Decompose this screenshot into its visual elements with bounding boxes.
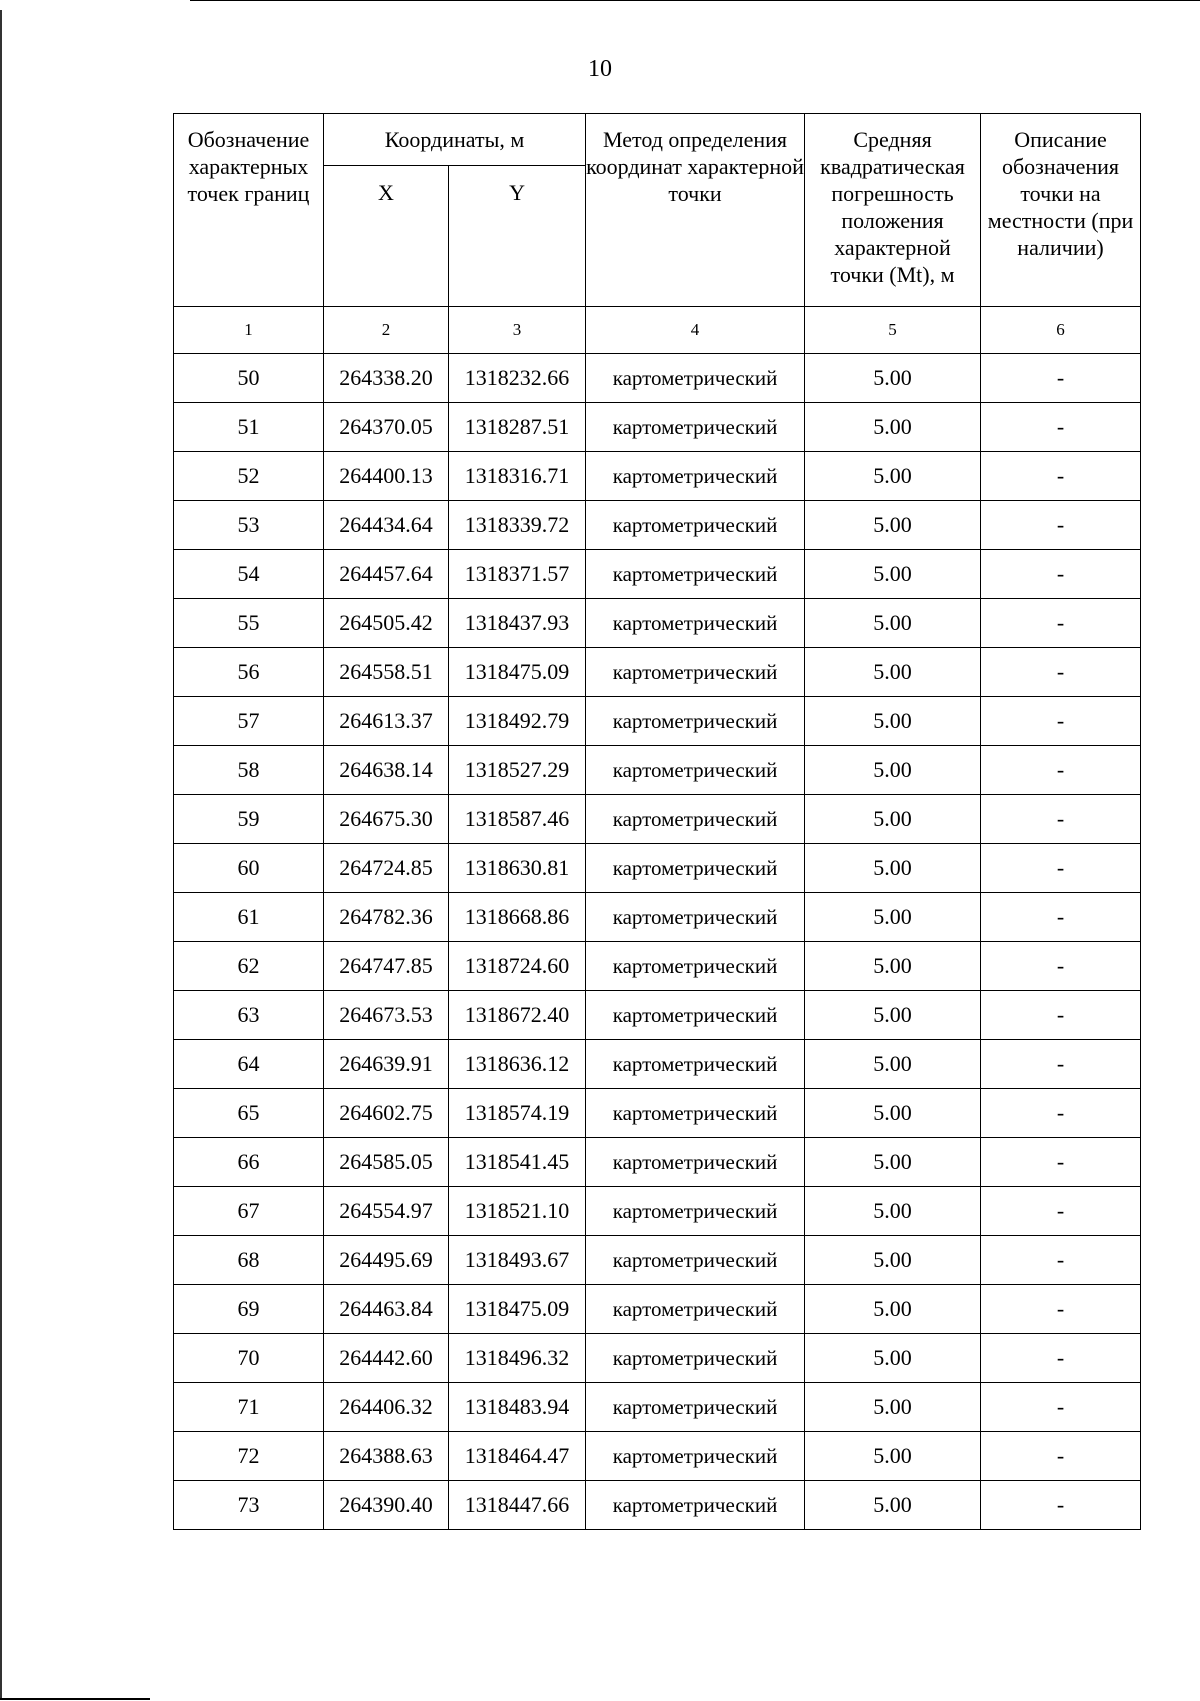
x-coordinate-cell: 264442.60 xyxy=(324,1334,449,1383)
table-body xyxy=(174,354,1141,1530)
description-cell: - xyxy=(981,550,1141,599)
x-coordinate-cell: 264782.36 xyxy=(324,893,449,942)
table-row xyxy=(174,648,1141,697)
point-cell: 56 xyxy=(174,648,324,697)
x-coordinate-cell: 264639.91 xyxy=(324,1040,449,1089)
y-coordinate-cell: 1318287.51 xyxy=(449,403,586,452)
method-cell: картометрический xyxy=(586,893,805,942)
scan-left-edge xyxy=(0,10,2,1700)
mean-error-cell: 5.00 xyxy=(805,697,981,746)
method-cell: картометрический xyxy=(586,697,805,746)
point-cell: 54 xyxy=(174,550,324,599)
y-coordinate-cell: 1318371.57 xyxy=(449,550,586,599)
header-x: X xyxy=(324,166,449,307)
point-cell: 65 xyxy=(174,1089,324,1138)
coordinates-table xyxy=(173,113,1141,1530)
method-cell: картометрический xyxy=(586,452,805,501)
description-cell: - xyxy=(981,697,1141,746)
table-row xyxy=(174,1089,1141,1138)
description-cell: - xyxy=(981,1432,1141,1481)
x-coordinate-cell: 264724.85 xyxy=(324,844,449,893)
description-cell: - xyxy=(981,354,1141,403)
table-row xyxy=(174,746,1141,795)
method-cell: картометрический xyxy=(586,1432,805,1481)
point-cell: 55 xyxy=(174,599,324,648)
column-number: 3 xyxy=(449,307,586,354)
y-coordinate-cell: 1318496.32 xyxy=(449,1334,586,1383)
description-cell: - xyxy=(981,746,1141,795)
table-row xyxy=(174,403,1141,452)
description-cell: - xyxy=(981,942,1141,991)
method-cell: картометрический xyxy=(586,1334,805,1383)
method-cell: картометрический xyxy=(586,795,805,844)
y-coordinate-cell: 1318574.19 xyxy=(449,1089,586,1138)
table-row xyxy=(174,1334,1141,1383)
x-coordinate-cell: 264638.14 xyxy=(324,746,449,795)
mean-error-cell: 5.00 xyxy=(805,991,981,1040)
point-cell: 53 xyxy=(174,501,324,550)
header-method: Метод определения координат характерной точки xyxy=(586,114,805,307)
x-coordinate-cell: 264505.42 xyxy=(324,599,449,648)
y-coordinate-cell: 1318483.94 xyxy=(449,1383,586,1432)
y-coordinate-cell: 1318492.79 xyxy=(449,697,586,746)
table-row xyxy=(174,1432,1141,1481)
mean-error-cell: 5.00 xyxy=(805,795,981,844)
description-cell: - xyxy=(981,844,1141,893)
table-row xyxy=(174,1285,1141,1334)
y-coordinate-cell: 1318527.29 xyxy=(449,746,586,795)
table-row xyxy=(174,354,1141,403)
method-cell: картометрический xyxy=(586,648,805,697)
column-number-row xyxy=(174,307,1141,354)
y-coordinate-cell: 1318437.93 xyxy=(449,599,586,648)
point-cell: 68 xyxy=(174,1236,324,1285)
table-row xyxy=(174,550,1141,599)
x-coordinate-cell: 264558.51 xyxy=(324,648,449,697)
page-number: 10 xyxy=(588,56,612,82)
x-coordinate-cell: 264613.37 xyxy=(324,697,449,746)
x-coordinate-cell: 264675.30 xyxy=(324,795,449,844)
method-cell: картометрический xyxy=(586,1089,805,1138)
column-number: 4 xyxy=(586,307,805,354)
description-cell: - xyxy=(981,452,1141,501)
description-cell: - xyxy=(981,1383,1141,1432)
x-coordinate-cell: 264406.32 xyxy=(324,1383,449,1432)
method-cell: картометрический xyxy=(586,1285,805,1334)
y-coordinate-cell: 1318316.71 xyxy=(449,452,586,501)
table-row xyxy=(174,1187,1141,1236)
point-cell: 66 xyxy=(174,1138,324,1187)
column-number: 2 xyxy=(324,307,449,354)
mean-error-cell: 5.00 xyxy=(805,942,981,991)
point-cell: 61 xyxy=(174,893,324,942)
x-coordinate-cell: 264370.05 xyxy=(324,403,449,452)
mean-error-cell: 5.00 xyxy=(805,746,981,795)
x-coordinate-cell: 264495.69 xyxy=(324,1236,449,1285)
x-coordinate-cell: 264434.64 xyxy=(324,501,449,550)
x-coordinate-cell: 264673.53 xyxy=(324,991,449,1040)
y-coordinate-cell: 1318493.67 xyxy=(449,1236,586,1285)
description-cell: - xyxy=(981,1040,1141,1089)
x-coordinate-cell: 264554.97 xyxy=(324,1187,449,1236)
mean-error-cell: 5.00 xyxy=(805,1334,981,1383)
x-coordinate-cell: 264602.75 xyxy=(324,1089,449,1138)
column-number: 1 xyxy=(174,307,324,354)
table-row xyxy=(174,1236,1141,1285)
mean-error-cell: 5.00 xyxy=(805,452,981,501)
header-coordinates: Координаты, м xyxy=(324,114,586,166)
description-cell: - xyxy=(981,1236,1141,1285)
y-coordinate-cell: 1318636.12 xyxy=(449,1040,586,1089)
y-coordinate-cell: 1318475.09 xyxy=(449,648,586,697)
x-coordinate-cell: 264585.05 xyxy=(324,1138,449,1187)
x-coordinate-cell: 264463.84 xyxy=(324,1285,449,1334)
mean-error-cell: 5.00 xyxy=(805,648,981,697)
point-cell: 72 xyxy=(174,1432,324,1481)
point-cell: 67 xyxy=(174,1187,324,1236)
method-cell: картометрический xyxy=(586,501,805,550)
point-cell: 59 xyxy=(174,795,324,844)
description-cell: - xyxy=(981,1138,1141,1187)
method-cell: картометрический xyxy=(586,354,805,403)
mean-error-cell: 5.00 xyxy=(805,1089,981,1138)
header-description: Описание обозначения точки на местности (при наличии) xyxy=(981,114,1141,307)
column-number: 6 xyxy=(981,307,1141,354)
description-cell: - xyxy=(981,1089,1141,1138)
table-row xyxy=(174,893,1141,942)
method-cell: картометрический xyxy=(586,942,805,991)
point-cell: 60 xyxy=(174,844,324,893)
mean-error-cell: 5.00 xyxy=(805,599,981,648)
method-cell: картометрический xyxy=(586,1187,805,1236)
y-coordinate-cell: 1318232.66 xyxy=(449,354,586,403)
mean-error-cell: 5.00 xyxy=(805,1383,981,1432)
y-coordinate-cell: 1318475.09 xyxy=(449,1285,586,1334)
description-cell: - xyxy=(981,1285,1141,1334)
x-coordinate-cell: 264390.40 xyxy=(324,1481,449,1530)
y-coordinate-cell: 1318464.47 xyxy=(449,1432,586,1481)
mean-error-cell: 5.00 xyxy=(805,501,981,550)
description-cell: - xyxy=(981,795,1141,844)
mean-error-cell: 5.00 xyxy=(805,1432,981,1481)
mean-error-cell: 5.00 xyxy=(805,1138,981,1187)
method-cell: картометрический xyxy=(586,844,805,893)
method-cell: картометрический xyxy=(586,403,805,452)
method-cell: картометрический xyxy=(586,746,805,795)
point-cell: 52 xyxy=(174,452,324,501)
mean-error-cell: 5.00 xyxy=(805,844,981,893)
table-row xyxy=(174,697,1141,746)
y-coordinate-cell: 1318587.46 xyxy=(449,795,586,844)
method-cell: картометрический xyxy=(586,991,805,1040)
method-cell: картометрический xyxy=(586,550,805,599)
x-coordinate-cell: 264747.85 xyxy=(324,942,449,991)
point-cell: 63 xyxy=(174,991,324,1040)
y-coordinate-cell: 1318339.72 xyxy=(449,501,586,550)
point-cell: 51 xyxy=(174,403,324,452)
table-row xyxy=(174,991,1141,1040)
point-cell: 57 xyxy=(174,697,324,746)
mean-error-cell: 5.00 xyxy=(805,1187,981,1236)
method-cell: картометрический xyxy=(586,1481,805,1530)
y-coordinate-cell: 1318672.40 xyxy=(449,991,586,1040)
header-mean-error: Средняя квадратическая погрешность положения характерной точки (Mt), м xyxy=(805,114,981,307)
table-row xyxy=(174,599,1141,648)
table-row xyxy=(174,501,1141,550)
x-coordinate-cell: 264388.63 xyxy=(324,1432,449,1481)
description-cell: - xyxy=(981,991,1141,1040)
mean-error-cell: 5.00 xyxy=(805,403,981,452)
point-cell: 62 xyxy=(174,942,324,991)
x-coordinate-cell: 264338.20 xyxy=(324,354,449,403)
y-coordinate-cell: 1318630.81 xyxy=(449,844,586,893)
scan-bottom-edge xyxy=(0,1698,150,1700)
description-cell: - xyxy=(981,648,1141,697)
x-coordinate-cell: 264400.13 xyxy=(324,452,449,501)
point-cell: 71 xyxy=(174,1383,324,1432)
y-coordinate-cell: 1318668.86 xyxy=(449,893,586,942)
point-cell: 58 xyxy=(174,746,324,795)
point-cell: 73 xyxy=(174,1481,324,1530)
description-cell: - xyxy=(981,893,1141,942)
method-cell: картометрический xyxy=(586,1040,805,1089)
mean-error-cell: 5.00 xyxy=(805,1285,981,1334)
description-cell: - xyxy=(981,599,1141,648)
mean-error-cell: 5.00 xyxy=(805,550,981,599)
table-row xyxy=(174,1040,1141,1089)
point-cell: 64 xyxy=(174,1040,324,1089)
method-cell: картометрический xyxy=(586,1236,805,1285)
point-cell: 70 xyxy=(174,1334,324,1383)
description-cell: - xyxy=(981,403,1141,452)
mean-error-cell: 5.00 xyxy=(805,354,981,403)
mean-error-cell: 5.00 xyxy=(805,1040,981,1089)
mean-error-cell: 5.00 xyxy=(805,1481,981,1530)
method-cell: картометрический xyxy=(586,599,805,648)
x-coordinate-cell: 264457.64 xyxy=(324,550,449,599)
description-cell: - xyxy=(981,1187,1141,1236)
y-coordinate-cell: 1318541.45 xyxy=(449,1138,586,1187)
method-cell: картометрический xyxy=(586,1138,805,1187)
description-cell: - xyxy=(981,501,1141,550)
y-coordinate-cell: 1318447.66 xyxy=(449,1481,586,1530)
y-coordinate-cell: 1318521.10 xyxy=(449,1187,586,1236)
table-row xyxy=(174,942,1141,991)
description-cell: - xyxy=(981,1334,1141,1383)
table-row xyxy=(174,452,1141,501)
method-cell: картометрический xyxy=(586,1383,805,1432)
column-number: 5 xyxy=(805,307,981,354)
point-cell: 69 xyxy=(174,1285,324,1334)
description-cell: - xyxy=(981,1481,1141,1530)
table-row xyxy=(174,1481,1141,1530)
mean-error-cell: 5.00 xyxy=(805,893,981,942)
point-cell: 50 xyxy=(174,354,324,403)
table-row xyxy=(174,1383,1141,1432)
scan-top-edge xyxy=(190,0,1200,1)
y-coordinate-cell: 1318724.60 xyxy=(449,942,586,991)
mean-error-cell: 5.00 xyxy=(805,1236,981,1285)
table-row xyxy=(174,1138,1141,1187)
table-row xyxy=(174,844,1141,893)
header-point-designation: Обозначение характерных точек границ xyxy=(174,114,324,307)
header-y: Y xyxy=(449,166,586,307)
table-row xyxy=(174,795,1141,844)
